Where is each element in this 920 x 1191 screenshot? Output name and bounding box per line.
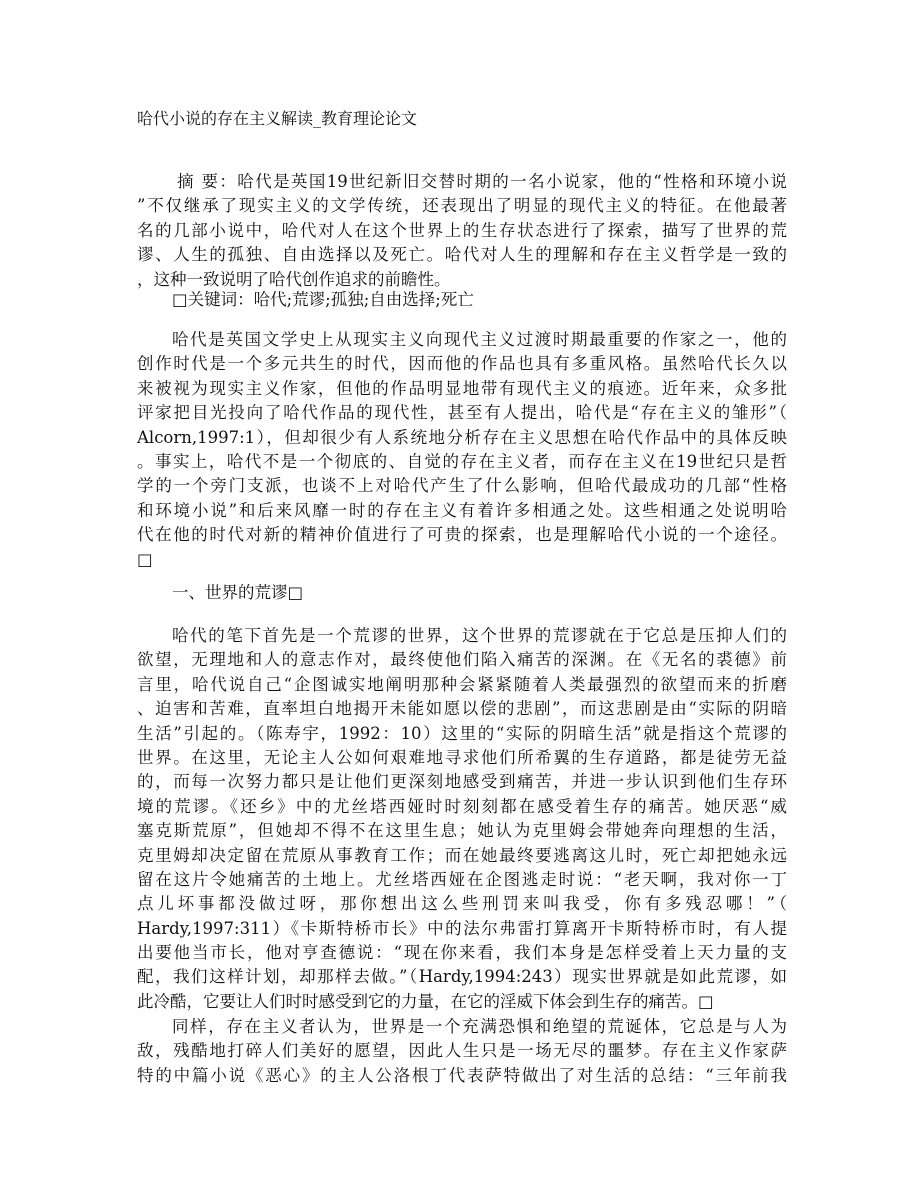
intro-line: Alcorn,1997:1），但却很少有人系统地分析存在主义思想在哈代作品中的具体反映 (137, 427, 787, 447)
abstract-line: 摘 要：哈代是英国19世纪新旧交替时期的一名小说家，他的“性格和环境小说 (177, 172, 787, 191)
section1-paragraph (137, 624, 787, 1014)
document-title: 哈代小说的存在主义解读_教育理论论文 (137, 109, 418, 128)
body-line: 点儿坏事都没做过呀，那你想出这么些刑罚来叫我受，你有多残忍哪！”（ (137, 894, 787, 914)
body-line: 此冷酷，它要让人们时时感受到它的力量，在它的淫威下体会到生存的痛苦。□ (137, 991, 714, 1011)
body-line: 哈代的笔下首先是一个荒谬的世界，这个世界的荒谬就在于它总是压抑人们的 (172, 626, 787, 645)
body-line: 塞克斯荒原”，但她却不得不在这里生息；她认为克里姆会带她奔向理想的生活， (137, 821, 787, 841)
body-line: 欲望，无理地和人的意志作对，最终使他们陷入痛苦的深渊。在《无名的裘德》前 (137, 650, 787, 670)
abstract-line: 名的几部小说中，哈代对人在这个世界上的生存状态进行了探索，描写了世界的荒 (137, 220, 787, 240)
intro-paragraph (137, 328, 787, 572)
section-heading-text: 一、世界的荒谬□ (172, 583, 304, 602)
keywords-line (137, 288, 787, 312)
abstract-paragraph (137, 170, 787, 292)
body-line: Hardy,1997:311）《卡斯特桥市长》中的法尔弗雷打算离开卡斯特桥市时，有人提 (137, 918, 787, 938)
body-line: 出要他当市长，他对亨查德说：“现在你来看，我们本身是怎样受着上天力量的支 (137, 943, 787, 963)
body-line: 同样，存在主义者认为，世界是一个充满恐惧和绝望的荒诞体，它总是与人为 (172, 1017, 787, 1036)
body-line: 言里，哈代说自己“企图诚实地阐明那种会紧紧随着人类最强烈的欲望而来的折磨 (137, 674, 787, 694)
intro-line: □ (137, 549, 153, 569)
body-line: 克里姆却决定留在荒原从事教育工作；而在她最终要逃离这儿时，死亡却把她永远 (137, 845, 787, 865)
body-line: 特的中篇小说《恶心》的主人公洛根丁代表萨特做出了对生活的总结：“三年前我 (137, 1065, 787, 1085)
abstract-line: ”不仅继承了现实主义的文学传统，还表现出了明显的现代主义的特征。在他最著 (137, 196, 787, 216)
body-line: 生活”引起的。（陈寿宇，1992：10）这里的“实际的阴暗生活”就是指这个荒谬的 (137, 723, 787, 743)
intro-line: 评家把目光投向了哈代作品的现代性，甚至有人提出，哈代是“存在主义的雏形”（ (137, 403, 787, 423)
intro-line: 创作时代是一个多元共生的时代，因而他的作品也具有多重风格。虽然哈代长久以 (137, 354, 787, 374)
body-line: 、迫害和苦难，直率坦白地揭开未能如愿以偿的悲剧”，而这悲剧是由“实际的阴暗 (137, 699, 787, 719)
intro-line: 来被视为现实主义作家，但他的作品明显地带有现代主义的痕迹。近年来，众多批 (137, 378, 787, 398)
body-line: 的，而每一次努力都只是让他们更深刻地感受到痛苦，并进一步认识到他们生存环 (137, 772, 787, 792)
body-line: 世界。在这里，无论主人公如何艰难地寻求他们所希翼的生存道路，都是徒劳无益 (137, 747, 787, 767)
section-heading (137, 581, 787, 605)
body-line: 敌，残酷地打碎人们美好的愿望，因此人生只是一场无尽的噩梦。存在主义作家萨 (137, 1041, 787, 1061)
keywords-text: □关键词：哈代;荒谬;孤独;自由选择;死亡 (172, 290, 474, 309)
abstract-line: ，这种一致说明了哈代创作追求的前瞻性。 (137, 269, 451, 289)
body-line: 留在这片令她痛苦的土地上。尤丝塔西娅在企图逃走时说：“老天啊，我对你一丁 (137, 869, 787, 889)
intro-line: 学的一个旁门支派，也谈不上对哈代产生了什么影响，但哈代最成功的几部“性格 (137, 476, 787, 496)
abstract-line: 谬、人生的孤独、自由选择以及死亡。哈代对人生的理解和存在主义哲学是一致的 (137, 245, 787, 265)
body-line: 配，我们这样计划，却那样去做。”（Hardy,1994:243）现实世界就是如此荒谬，如 (137, 967, 787, 987)
intro-line: 哈代是英国文学史上从现实主义向现代主义过渡时期最重要的作家之一，他的 (172, 330, 787, 349)
intro-line: 和环境小说”和后来风靡一时的存在主义有着许多相通之处。这些相通之处说明哈 (137, 500, 787, 520)
section1-paragraph-2 (137, 1015, 787, 1088)
intro-line: 。事实上，哈代不是一个彻底的、自觉的存在主义者，而存在主义在19世纪只是哲 (137, 451, 787, 471)
intro-line: 代在他的时代对新的精神价值进行了可贵的探索，也是理解哈代小说的一个途径。 (137, 525, 787, 545)
body-line: 境的荒谬。《还乡》中的尤丝塔西娅时时刻刻都在感受着生存的痛苦。她厌恶“威 (137, 796, 787, 816)
